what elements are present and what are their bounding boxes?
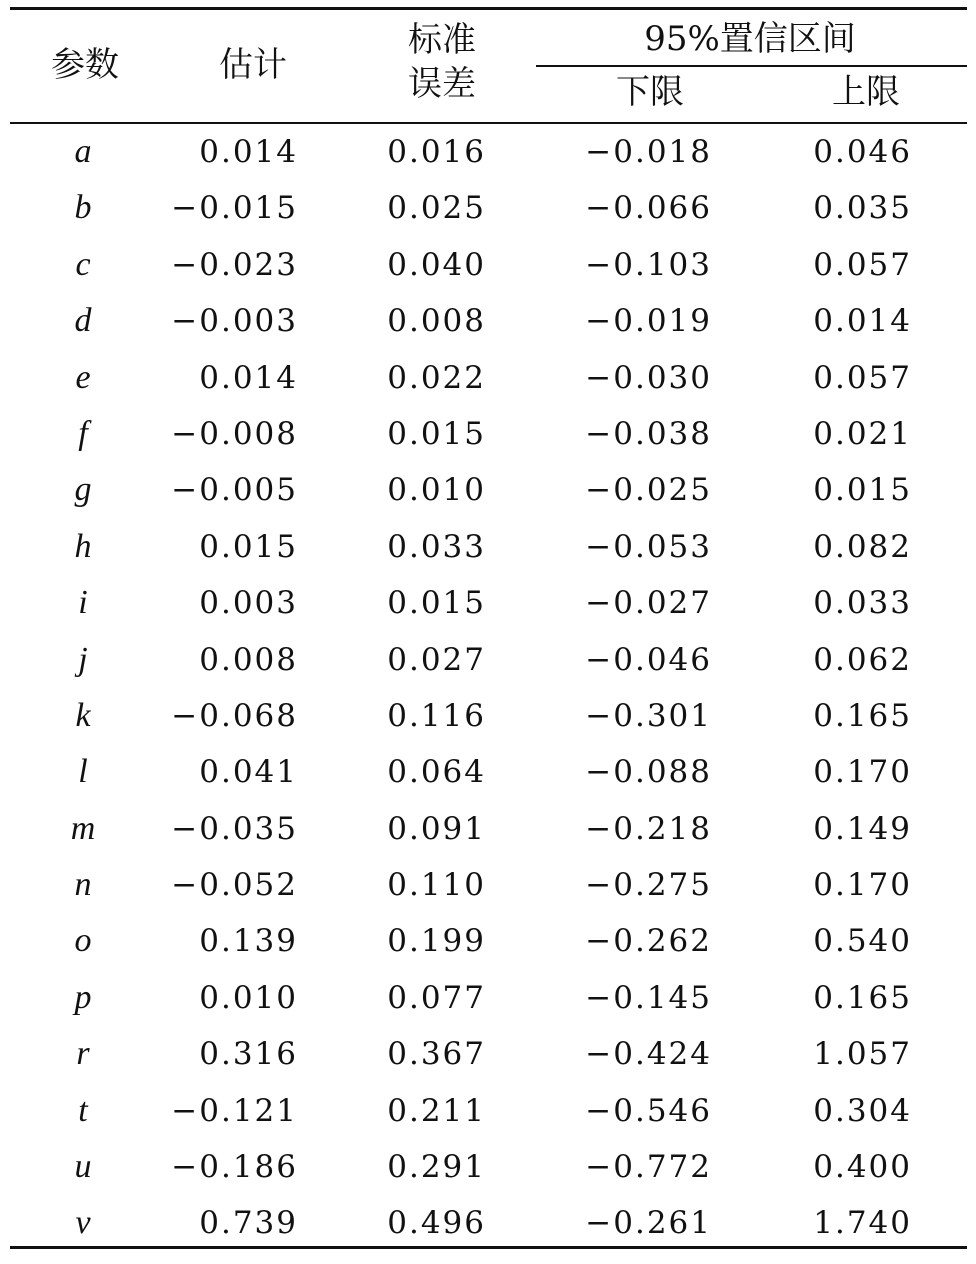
ci-lower-cell: −0.025 [585,472,712,509]
ci-lower-cell: −0.018 [585,134,712,170]
ci-lower-cell: −0.046 [585,641,712,678]
param-cell: g [74,471,92,509]
table-row [0,350,976,406]
param-cell: c [75,245,91,283]
ci-upper-cell: 0.304 [813,1092,912,1129]
header-lower: 下限 [616,72,684,112]
estimate-cell: −0.068 [171,697,298,734]
estimate-cell: 0.008 [199,641,298,678]
ci-upper-cell: 0.170 [813,867,912,904]
table-body [0,124,976,1252]
estimate-cell: −0.005 [171,472,298,509]
estimate-cell: −0.052 [171,867,298,904]
ci-lower-cell: −0.145 [585,979,712,1016]
ci-upper-cell: 0.021 [813,415,912,452]
std-error-cell: 0.015 [387,585,486,622]
ci-upper-cell: 0.165 [813,979,912,1016]
table-row [0,406,976,462]
std-error-cell: 0.040 [387,246,486,283]
ci-lower-cell: −0.030 [585,359,712,396]
ci-upper-cell: 0.400 [813,1149,912,1186]
std-error-cell: 0.077 [387,979,486,1016]
std-error-cell: 0.496 [387,1205,486,1242]
std-error-cell: 0.110 [387,867,486,904]
param-cell: h [74,527,92,565]
std-error-cell: 0.008 [387,303,486,340]
std-error-cell: 0.064 [387,754,486,791]
ci-upper-cell: 0.149 [813,810,912,847]
std-error-cell: 0.211 [387,1092,486,1129]
table-row [0,1083,976,1139]
ci-upper-cell: 0.540 [813,923,912,960]
param-cell: r [76,1035,90,1073]
table-row [0,575,976,631]
param-cell: f [78,414,88,452]
std-error-cell: 0.367 [387,1036,486,1073]
ci-lower-cell: −0.772 [585,1149,712,1186]
param-cell: m [70,809,96,847]
param-cell: v [75,1204,91,1242]
header-upper: 上限 [832,72,900,112]
ci-lower-cell: −0.262 [585,923,712,960]
estimate-cell: 0.739 [199,1205,298,1242]
table-row [0,744,976,800]
estimate-cell: 0.316 [199,1036,298,1073]
param-cell: n [74,866,92,904]
param-cell: t [78,1091,88,1129]
header-std-error-line1: 标准 [408,20,476,60]
ci-upper-cell: 0.082 [813,528,912,565]
std-error-cell: 0.091 [387,810,486,847]
ci-upper-cell: 0.035 [813,190,912,227]
ci-lower-cell: −0.301 [585,697,712,734]
estimate-cell: −0.023 [171,246,298,283]
std-error-cell: 0.033 [387,528,486,565]
ci-lower-cell: −0.053 [585,528,712,565]
estimate-cell: −0.186 [171,1149,298,1186]
table-row [0,519,976,575]
table-row [0,857,976,913]
ci-lower-cell: −0.546 [585,1092,712,1129]
param-cell: a [74,133,92,170]
param-cell: j [78,640,88,678]
table-row [0,632,976,688]
std-error-cell: 0.016 [387,134,486,170]
table-row [0,180,976,236]
ci-upper-cell: 0.015 [813,472,912,509]
param-cell: i [78,584,88,622]
ci-upper-cell: 1.057 [813,1036,912,1073]
ci-upper-cell: 0.033 [813,585,912,622]
std-error-cell: 0.199 [387,923,486,960]
table-row [0,237,976,293]
table-row [0,913,976,969]
std-error-cell: 0.116 [387,697,486,734]
table-row [0,970,976,1026]
estimate-cell: 0.014 [199,134,298,170]
estimate-cell: −0.003 [171,303,298,340]
param-cell: p [74,978,92,1016]
ci-lower-cell: −0.218 [585,810,712,847]
estimate-cell: 0.003 [199,585,298,622]
ci-lower-cell: −0.424 [585,1036,712,1073]
table-row [0,1195,976,1251]
ci-lower-cell: −0.261 [585,1205,712,1242]
ci-lower-cell: −0.038 [585,415,712,452]
std-error-cell: 0.025 [387,190,486,227]
param-cell: b [74,189,92,227]
ci-upper-cell: 0.165 [813,697,912,734]
estimate-cell: −0.008 [171,415,298,452]
std-error-cell: 0.010 [387,472,486,509]
ci-lower-cell: −0.088 [585,754,712,791]
ci-upper-cell: 1.740 [813,1205,912,1242]
table-row [0,462,976,518]
ci-upper-cell: 0.057 [813,246,912,283]
header-confidence-interval: 95%置信区间 [644,19,856,59]
std-error-cell: 0.027 [387,641,486,678]
table-row [0,688,976,744]
table-row [0,1139,976,1195]
ci-lower-cell: −0.275 [585,867,712,904]
ci-lower-cell: −0.019 [585,303,712,340]
ci-upper-cell: 0.170 [813,754,912,791]
std-error-cell: 0.022 [387,359,486,396]
header-std-error-line2: 误差 [408,64,476,104]
ci-upper-cell: 0.062 [813,641,912,678]
param-cell: e [75,358,91,396]
param-cell: d [74,302,92,340]
estimate-cell: 0.010 [199,979,298,1016]
param-cell: o [74,922,92,960]
param-cell: u [74,1148,92,1186]
table-row [0,1026,976,1082]
header-param: 参数 [51,45,119,85]
ci-upper-cell: 0.057 [813,359,912,396]
ci-lower-cell: −0.066 [585,190,712,227]
estimate-cell: 0.139 [199,923,298,960]
ci-lower-cell: −0.027 [585,585,712,622]
table-row [0,124,976,180]
ci-upper-cell: 0.046 [813,134,912,170]
table-row [0,801,976,857]
ci-upper-cell: 0.014 [813,303,912,340]
param-cell: k [75,696,91,734]
ci-lower-cell: −0.103 [585,246,712,283]
estimate-cell: −0.015 [171,190,298,227]
table-bottom-rule [10,1246,967,1249]
std-error-cell: 0.291 [387,1149,486,1186]
header-std-error [382,18,502,106]
estimate-cell: −0.035 [171,810,298,847]
table-row [0,293,976,349]
table-top-rule [10,7,967,10]
ci-header-rule [536,65,967,67]
param-cell: l [78,753,88,791]
estimate-cell: 0.041 [199,754,298,791]
std-error-cell: 0.015 [387,415,486,452]
estimate-cell: 0.015 [199,528,298,565]
header-estimate: 估计 [219,45,287,85]
estimate-cell: −0.121 [171,1092,298,1129]
estimate-cell: 0.014 [199,359,298,396]
